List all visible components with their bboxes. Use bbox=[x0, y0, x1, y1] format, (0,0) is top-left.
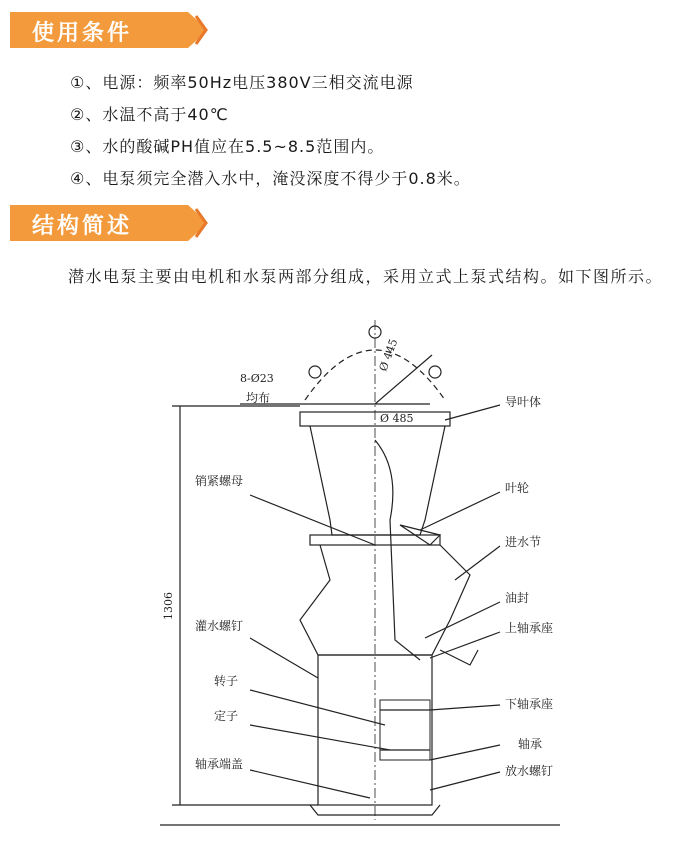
dim-diameter-445: Ø 445 bbox=[376, 337, 401, 374]
bolt-hole-icon bbox=[429, 366, 441, 378]
label-fill-screw: 灌水螺钉 bbox=[195, 619, 244, 633]
label-bearing: 轴承 bbox=[518, 737, 543, 751]
dim-height: 1306 bbox=[162, 592, 175, 620]
inlet-section bbox=[300, 545, 470, 655]
dim-diameter-485: Ø 485 bbox=[380, 412, 414, 425]
section-header-conditions bbox=[10, 12, 210, 48]
label-inlet: 进水节 bbox=[505, 535, 542, 549]
label-impeller: 叶轮 bbox=[505, 481, 530, 495]
section-title: 结构简述 bbox=[32, 214, 133, 239]
label-stator: 定子 bbox=[214, 709, 239, 723]
label-upper-bearing-seat: 上轴承座 bbox=[505, 621, 554, 635]
condition-item: ①、电源：频率50Hz电压380V三相交流电源 bbox=[70, 73, 414, 92]
conditions-list bbox=[70, 68, 471, 196]
label-guide-vane: 导叶体 bbox=[505, 395, 542, 409]
condition-item: ②、水温不高于40℃ bbox=[70, 105, 229, 124]
label-oil-seal: 油封 bbox=[505, 591, 530, 605]
label-drain-screw: 放水螺钉 bbox=[505, 764, 554, 778]
section-header-structure bbox=[10, 205, 210, 241]
label-bearing-cap: 轴承端盖 bbox=[195, 757, 244, 771]
condition-item: ④、电泵须完全潜入水中，淹没深度不得少于0.8米。 bbox=[70, 169, 471, 188]
bolt-hole-icon bbox=[309, 366, 321, 378]
label-lower-bearing-seat: 下轴承座 bbox=[505, 697, 554, 711]
dim-bolt-holes: 8-Ø23 bbox=[240, 372, 274, 385]
pump-cross-section-diagram bbox=[0, 320, 700, 861]
internal-shaft-contour bbox=[375, 440, 420, 660]
label-lock-nut: 销紧螺母 bbox=[195, 474, 244, 488]
stator-block bbox=[380, 700, 430, 760]
structure-description: 潜水电泵主要由电机和水泵两部分组成，采用立式上泵式结构。如下图所示。 bbox=[68, 267, 664, 286]
section-title: 使用条件 bbox=[32, 21, 133, 46]
dim-bolt-holes-note: 均布 bbox=[246, 391, 271, 405]
condition-item: ③、水的酸碱PH值应在5.5~8.5范围内。 bbox=[70, 137, 385, 156]
label-rotor: 转子 bbox=[214, 674, 239, 688]
